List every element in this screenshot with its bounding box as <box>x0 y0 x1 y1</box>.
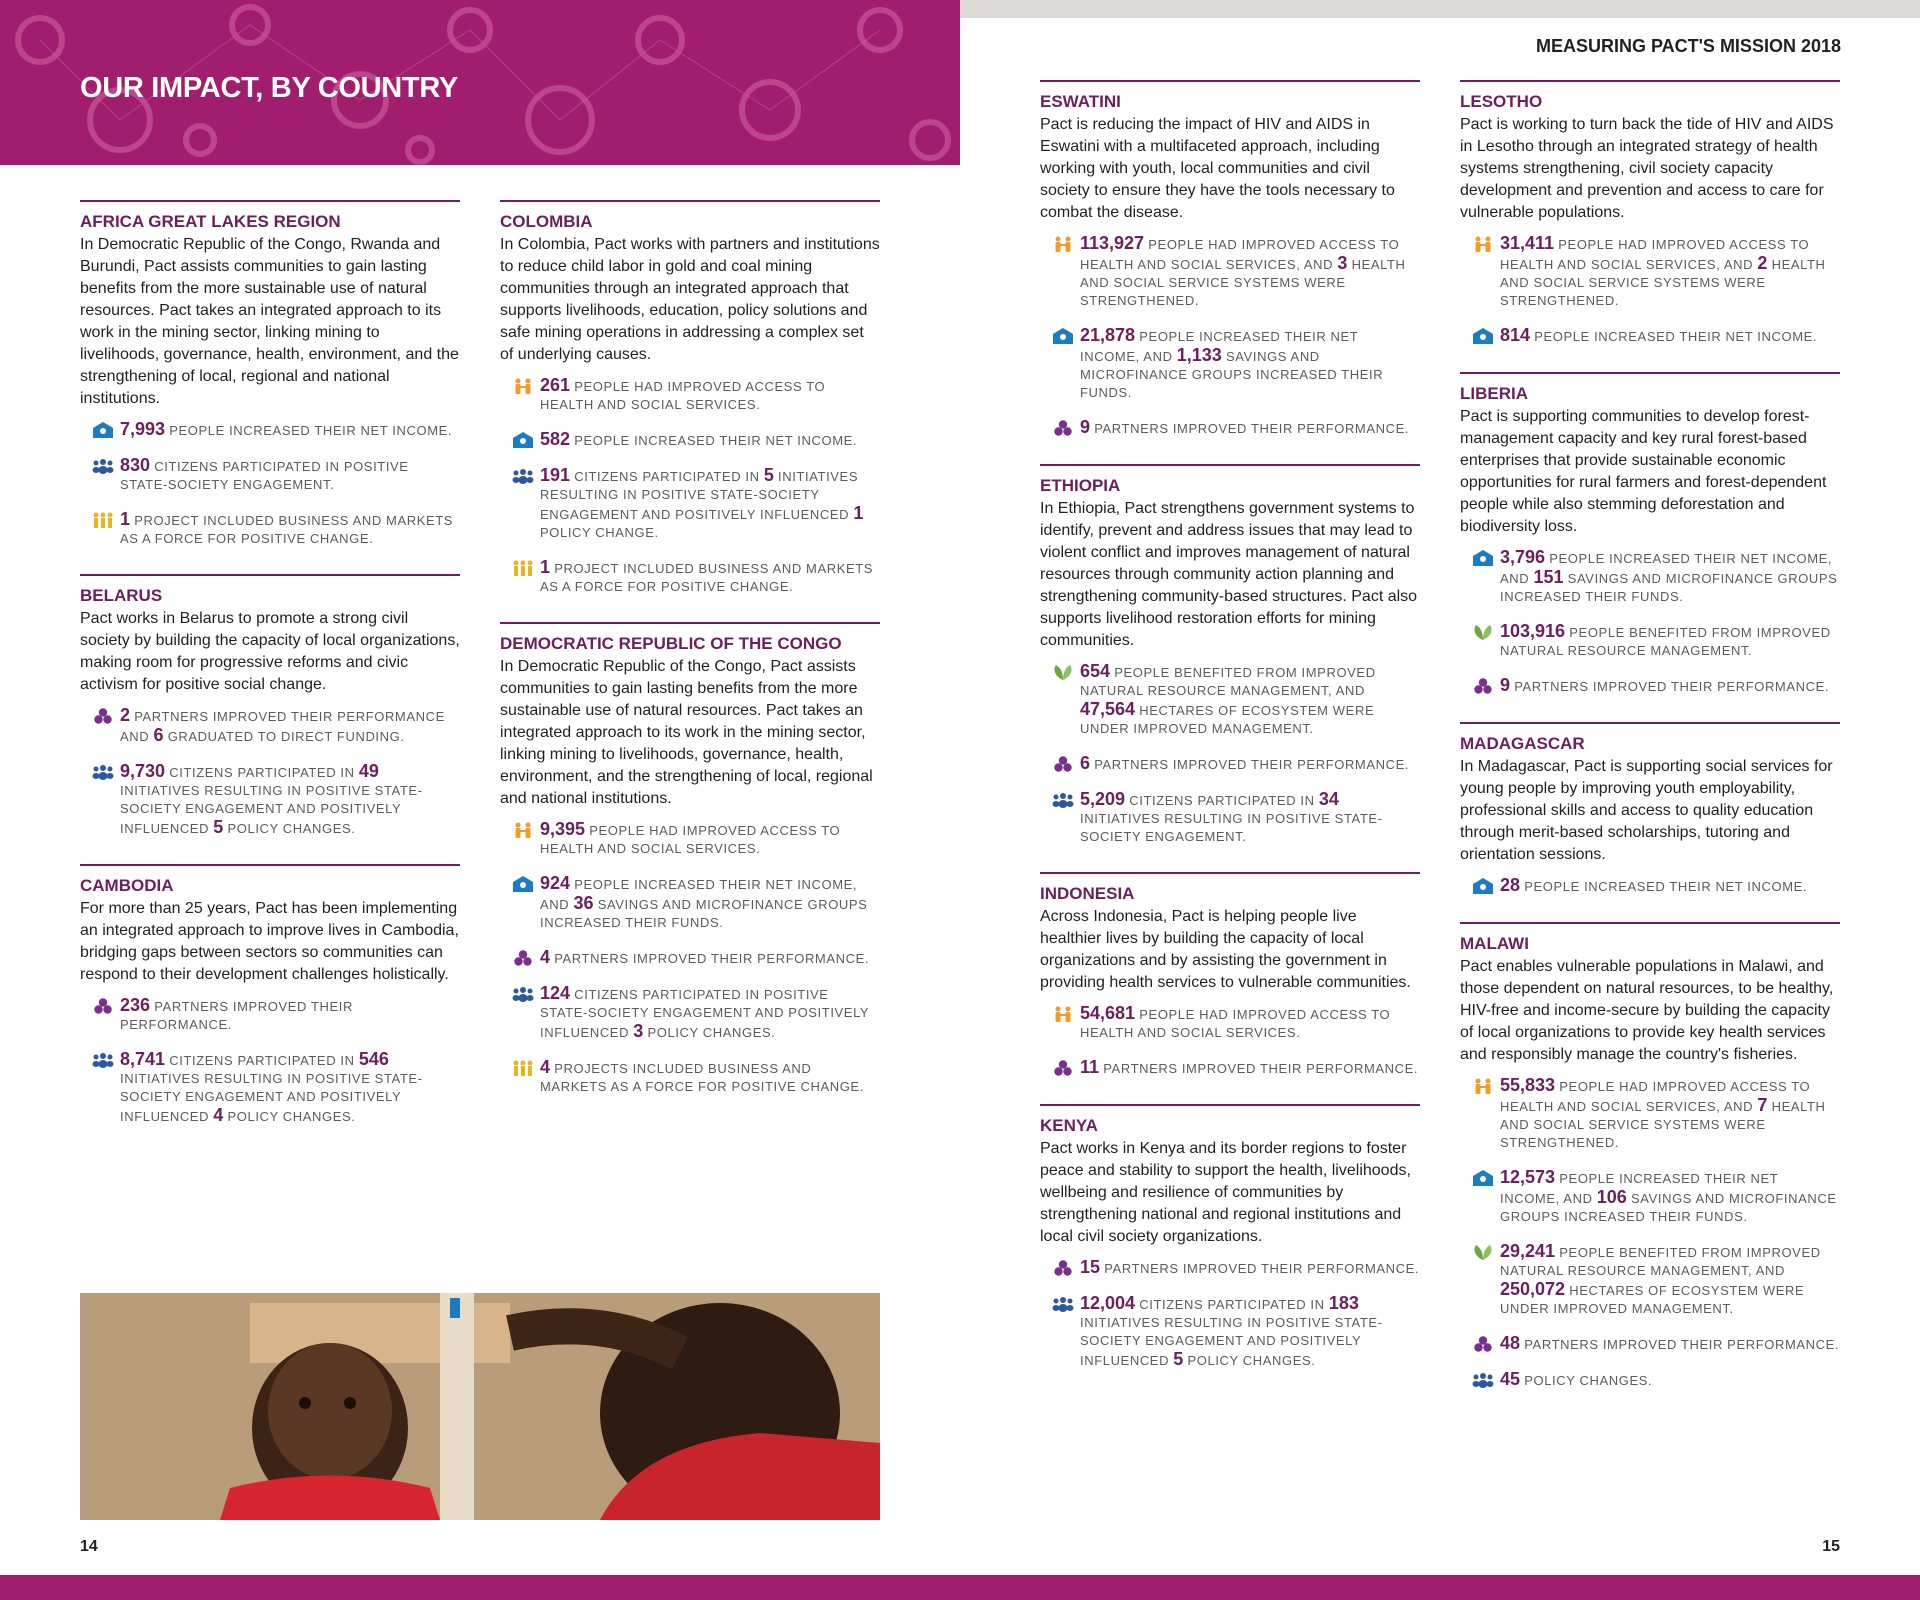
stat-citizens: 12,004 CITIZENS PARTICIPATED IN 183 INITIATIVES RESULTING IN POSITIVE STATE-SOCIETY ENGAGEMENT AND POSITIVELY INFLUENCED 5 POLICY CHANGES. <box>1040 1294 1420 1370</box>
stat-citizens: 830 CITIZENS PARTICIPATED IN POSITIVE STATE-SOCIETY ENGAGEMENT. <box>80 456 460 494</box>
stat-business: 1 PROJECT INCLUDED BUSINESS AND MARKETS AS A FORCE FOR POSITIVE CHANGE. <box>500 558 880 596</box>
section-body: In Democratic Republic of the Congo, Rwanda and Burundi, Pact assists communities to gain lasting benefits from the more sustainable use of natural resources. Pact takes an integrated approach to its work in the mining sector, linking mining to livelihoods, governance, health, environment, and the strengthening of local, regional and national institutions. <box>80 236 459 407</box>
citizens-icon <box>92 764 114 780</box>
section-body: Pact enables vulnerable populations in Malawi, and those dependent on natural resources, to be healthy, HIV-free and income-secure by building the capacity of local organizations to provide key health services and responsibly manage the country's fisheries. <box>1460 958 1834 1063</box>
child-photo <box>80 1293 880 1520</box>
column-2 <box>500 200 880 1122</box>
citizens-icon <box>92 1052 114 1068</box>
stat-partners: 9 PARTNERS IMPROVED THEIR PERFORMANCE. <box>1040 418 1420 438</box>
section-title: CAMBODIA <box>80 876 174 895</box>
stat-health: 55,833 PEOPLE HAD IMPROVED ACCESS TO HEALTH AND SOCIAL SERVICES, AND 7 HEALTH AND SOCIAL SERVICE SYSTEMS WERE STRENGTHENED. <box>1460 1076 1840 1152</box>
stat-income: 21,878 PEOPLE INCREASED THEIR NET INCOME, AND 1,133 SAVINGS AND MICROFINANCE GROUPS INCREASED THEIR FUNDS. <box>1040 326 1420 402</box>
stat-citizens: 5,209 CITIZENS PARTICIPATED IN 34 INITIATIVES RESULTING IN POSITIVE STATE-SOCIETY ENGAGEMENT. <box>1040 790 1420 846</box>
stat-partners: 236 PARTNERS IMPROVED THEIR PERFORMANCE. <box>80 996 460 1034</box>
section-title: ESWATINI <box>1040 92 1121 111</box>
section-title: MALAWI <box>1460 934 1529 953</box>
stat-partners: 9 PARTNERS IMPROVED THEIR PERFORMANCE. <box>1460 676 1840 696</box>
partners-icon <box>1052 1260 1074 1276</box>
section-title: LIBERIA <box>1460 384 1528 403</box>
business-icon <box>92 512 114 528</box>
stat-health: 261 PEOPLE HAD IMPROVED ACCESS TO HEALTH AND SOCIAL SERVICES. <box>500 376 880 414</box>
health-icon <box>1472 1078 1494 1094</box>
citizens-icon <box>92 458 114 474</box>
section-indonesia <box>1040 872 1420 1078</box>
section-title: ETHIOPIA <box>1040 476 1121 495</box>
partners-icon <box>1052 756 1074 772</box>
income-icon <box>1472 550 1494 566</box>
stat-nrm: 29,241 PEOPLE BENEFITED FROM IMPROVED NATURAL RESOURCE MANAGEMENT, AND 250,072 HECTARES OF ECOSYSTEM WERE UNDER IMPROVED MANAGEMENT. <box>1460 1242 1840 1318</box>
stat-income: 3,796 PEOPLE INCREASED THEIR NET INCOME, AND 151 SAVINGS AND MICROFINANCE GROUPS INCREASED THEIR FUNDS. <box>1460 548 1840 606</box>
income-icon <box>1472 328 1494 344</box>
section-body: Pact is reducing the impact of HIV and AIDS in Eswatini with a multifaceted approach, including working with youth, local communities and civil society to ensure they have the tools necessary to combat the disease. <box>1040 116 1395 221</box>
stat-partners: 6 PARTNERS IMPROVED THEIR PERFORMANCE. <box>1040 754 1420 774</box>
citizens-icon <box>1052 1296 1074 1312</box>
stat-income: 814 PEOPLE INCREASED THEIR NET INCOME. <box>1460 326 1840 346</box>
leaf-icon <box>1052 664 1074 680</box>
stat-income: 7,993 PEOPLE INCREASED THEIR NET INCOME. <box>80 420 460 440</box>
top-grey-strip <box>960 0 1920 18</box>
publication-header: MEASURING PACT'S MISSION 2018 <box>1535 36 1841 56</box>
bottom-bar <box>0 1575 1920 1600</box>
column-4 <box>1460 80 1840 1416</box>
stat-partners: 2 PARTNERS IMPROVED THEIR PERFORMANCE AND 6 GRADUATED TO DIRECT FUNDING. <box>80 706 460 746</box>
stat-citizens: 191 CITIZENS PARTICIPATED IN 5 INITIATIVES RESULTING IN POSITIVE STATE-SOCIETY ENGAGEMENT AND POSITIVELY INFLUENCED 1 POLICY CHANGE. <box>500 466 880 542</box>
stat-citizens: 124 CITIZENS PARTICIPATED IN POSITIVE STATE-SOCIETY ENGAGEMENT AND POSITIVELY INFLUENCED 3 POLICY CHANGES. <box>500 984 880 1042</box>
stat-health: 113,927 PEOPLE HAD IMPROVED ACCESS TO HEALTH AND SOCIAL SERVICES, AND 3 HEALTH AND SOCIAL SERVICE SYSTEMS WERE STRENGTHENED. <box>1040 234 1420 310</box>
section-ethiopia <box>1040 464 1420 846</box>
health-icon <box>1472 236 1494 252</box>
stat-business: 4 PROJECTS INCLUDED BUSINESS AND MARKETS AS A FORCE FOR POSITIVE CHANGE. <box>500 1058 880 1096</box>
section-title: DEMOCRATIC REPUBLIC OF THE CONGO <box>500 634 842 653</box>
health-icon <box>1052 236 1074 252</box>
section-belarus <box>80 574 460 838</box>
leaf-icon <box>1472 624 1494 640</box>
section-title: COLOMBIA <box>500 212 593 231</box>
stat-income: 582 PEOPLE INCREASED THEIR NET INCOME. <box>500 430 880 450</box>
section-eswatini <box>1040 80 1420 438</box>
leaf-icon <box>1472 1244 1494 1260</box>
income-icon <box>1052 328 1074 344</box>
section-body: For more than 25 years, Pact has been implementing an integrated approach to improve lives in Cambodia, bridging gaps between sectors so communities can respond to their development challenges holistically. <box>80 900 459 983</box>
stat-partners: 15 PARTNERS IMPROVED THEIR PERFORMANCE. <box>1040 1258 1420 1278</box>
citizens-icon <box>1052 792 1074 808</box>
section-body: In Ethiopia, Pact strengthens government systems to identify, prevent and address issues that may lead to violent conflict and improves management of natural resources through community action planning and strengthening community-based structures. Pact also supports livelihood restoration efforts for mining communities. <box>1040 500 1418 649</box>
section-body: Across Indonesia, Pact is helping people live healthier lives by building the capacity of local organizations and by assisting the government in providing health services to vulnerable communities. <box>1040 908 1411 991</box>
page-title: OUR IMPACT, BY COUNTRY <box>80 72 458 104</box>
section-title: LESOTHO <box>1460 92 1543 111</box>
section-cambodia <box>80 864 460 1126</box>
section-body: Pact is working to turn back the tide of HIV and AIDS in Lesotho through an integrated strategy of health systems strengthening, civil society capacity development and prevention and access to care for vulnerable populations. <box>1460 116 1834 221</box>
section-title: AFRICA GREAT LAKES REGION <box>80 212 341 231</box>
stat-income: 924 PEOPLE INCREASED THEIR NET INCOME, AND 36 SAVINGS AND MICROFINANCE GROUPS INCREASED THEIR FUNDS. <box>500 874 880 932</box>
income-icon <box>512 876 534 892</box>
stat-partners: 48 PARTNERS IMPROVED THEIR PERFORMANCE. <box>1460 1334 1840 1354</box>
partners-icon <box>512 950 534 966</box>
section-malawi <box>1460 922 1840 1390</box>
partners-icon <box>1052 1060 1074 1076</box>
title-banner <box>0 0 960 165</box>
stat-income: 28 PEOPLE INCREASED THEIR NET INCOME. <box>1460 876 1840 896</box>
stat-income: 12,573 PEOPLE INCREASED THEIR NET INCOME, AND 106 SAVINGS AND MICROFINANCE GROUPS INCREASED THEIR FUNDS. <box>1460 1168 1840 1226</box>
partners-icon <box>1472 678 1494 694</box>
stat-partners: 11 PARTNERS IMPROVED THEIR PERFORMANCE. <box>1040 1058 1420 1078</box>
business-icon <box>512 560 534 576</box>
stat-citizens: 8,741 CITIZENS PARTICIPATED IN 546 INITIATIVES RESULTING IN POSITIVE STATE-SOCIETY ENGAGEMENT AND POSITIVELY INFLUENCED 4 POLICY CHANGES. <box>80 1050 460 1126</box>
section-madagascar <box>1460 722 1840 896</box>
column-3 <box>1040 80 1420 1396</box>
page-number-left: 14 <box>80 1538 98 1555</box>
section-drc <box>500 622 880 1096</box>
income-icon <box>1472 878 1494 894</box>
section-liberia <box>1460 372 1840 696</box>
section-kenya <box>1040 1104 1420 1370</box>
health-icon <box>512 822 534 838</box>
stat-policy: 45 POLICY CHANGES. <box>1460 1370 1840 1390</box>
section-title: INDONESIA <box>1040 884 1135 903</box>
stat-business: 1 PROJECT INCLUDED BUSINESS AND MARKETS AS A FORCE FOR POSITIVE CHANGE. <box>80 510 460 548</box>
partners-icon <box>92 998 114 1014</box>
citizens-icon <box>512 468 534 484</box>
health-icon <box>1052 1006 1074 1022</box>
business-icon <box>512 1060 534 1076</box>
stat-citizens: 9,730 CITIZENS PARTICIPATED IN 49 INITIATIVES RESULTING IN POSITIVE STATE-SOCIETY ENGAGEMENT AND POSITIVELY INFLUENCED 5 POLICY CHANGES. <box>80 762 460 838</box>
section-body: In Colombia, Pact works with partners and institutions to reduce child labor in gold and coal mining communities through an integrated approach that supports livelihoods, education, policy solutions and safe mining operations in addressing a complex set of underlying causes. <box>500 236 880 363</box>
partners-icon <box>1052 420 1074 436</box>
income-icon <box>92 422 114 438</box>
stat-health: 31,411 PEOPLE HAD IMPROVED ACCESS TO HEALTH AND SOCIAL SERVICES, AND 2 HEALTH AND SOCIAL SERVICE SYSTEMS WERE STRENGTHENED. <box>1460 234 1840 310</box>
section-body: Pact works in Belarus to promote a strong civil society by building the capacity of local organizations, making room for progressive reforms and civic activism for positive social change. <box>80 610 460 693</box>
stat-nrm: 103,916 PEOPLE BENEFITED FROM IMPROVED NATURAL RESOURCE MANAGEMENT. <box>1460 622 1840 660</box>
column-1 <box>80 200 460 1152</box>
section-lesotho <box>1460 80 1840 346</box>
income-icon <box>1472 1170 1494 1186</box>
stat-nrm: 654 PEOPLE BENEFITED FROM IMPROVED NATURAL RESOURCE MANAGEMENT, AND 47,564 HECTARES OF ECOSYSTEM WERE UNDER IMPROVED MANAGEMENT. <box>1040 662 1420 738</box>
stat-health: 54,681 PEOPLE HAD IMPROVED ACCESS TO HEALTH AND SOCIAL SERVICES. <box>1040 1004 1420 1042</box>
section-title: BELARUS <box>80 586 163 605</box>
partners-icon <box>1472 1336 1494 1352</box>
section-title: KENYA <box>1040 1116 1098 1135</box>
photo-illustration <box>80 1293 880 1520</box>
page-number-right: 15 <box>1822 1538 1840 1555</box>
citizens-icon <box>1472 1372 1494 1388</box>
section-title: MADAGASCAR <box>1460 734 1585 753</box>
section-body: Pact works in Kenya and its border regions to foster peace and stability to support the health, livelihoods, wellbeing and resilience of communities by strengthening national and regional institutions and local civil society organizations. <box>1040 1140 1411 1245</box>
health-icon <box>512 378 534 394</box>
stat-health: 9,395 PEOPLE HAD IMPROVED ACCESS TO HEALTH AND SOCIAL SERVICES. <box>500 820 880 858</box>
section-body: In Democratic Republic of the Congo, Pact assists communities to gain lasting benefits from the more sustainable use of natural resources. Pact takes an integrated approach to its work in the mining sector, linking mining to livelihoods, governance, health, environment, and the strengthening of local, regional and national institutions. <box>500 658 873 807</box>
section-africa-great-lakes <box>80 200 460 548</box>
income-icon <box>512 432 534 448</box>
section-body: Pact is supporting communities to develop forest-management capacity and key rural forest-based enterprises that provide sustainable economic opportunities for rural farmers and forest-dependent people while also stemming deforestation and biodiversity loss. <box>1460 408 1827 535</box>
section-colombia <box>500 200 880 596</box>
stat-partners: 4 PARTNERS IMPROVED THEIR PERFORMANCE. <box>500 948 880 968</box>
citizens-icon <box>512 986 534 1002</box>
partners-icon <box>92 708 114 724</box>
section-body: In Madagascar, Pact is supporting social services for young people by improving youth employability, professional skills and access to quality education through merit-based scholarships, tutoring and orientation sessions. <box>1460 758 1833 863</box>
